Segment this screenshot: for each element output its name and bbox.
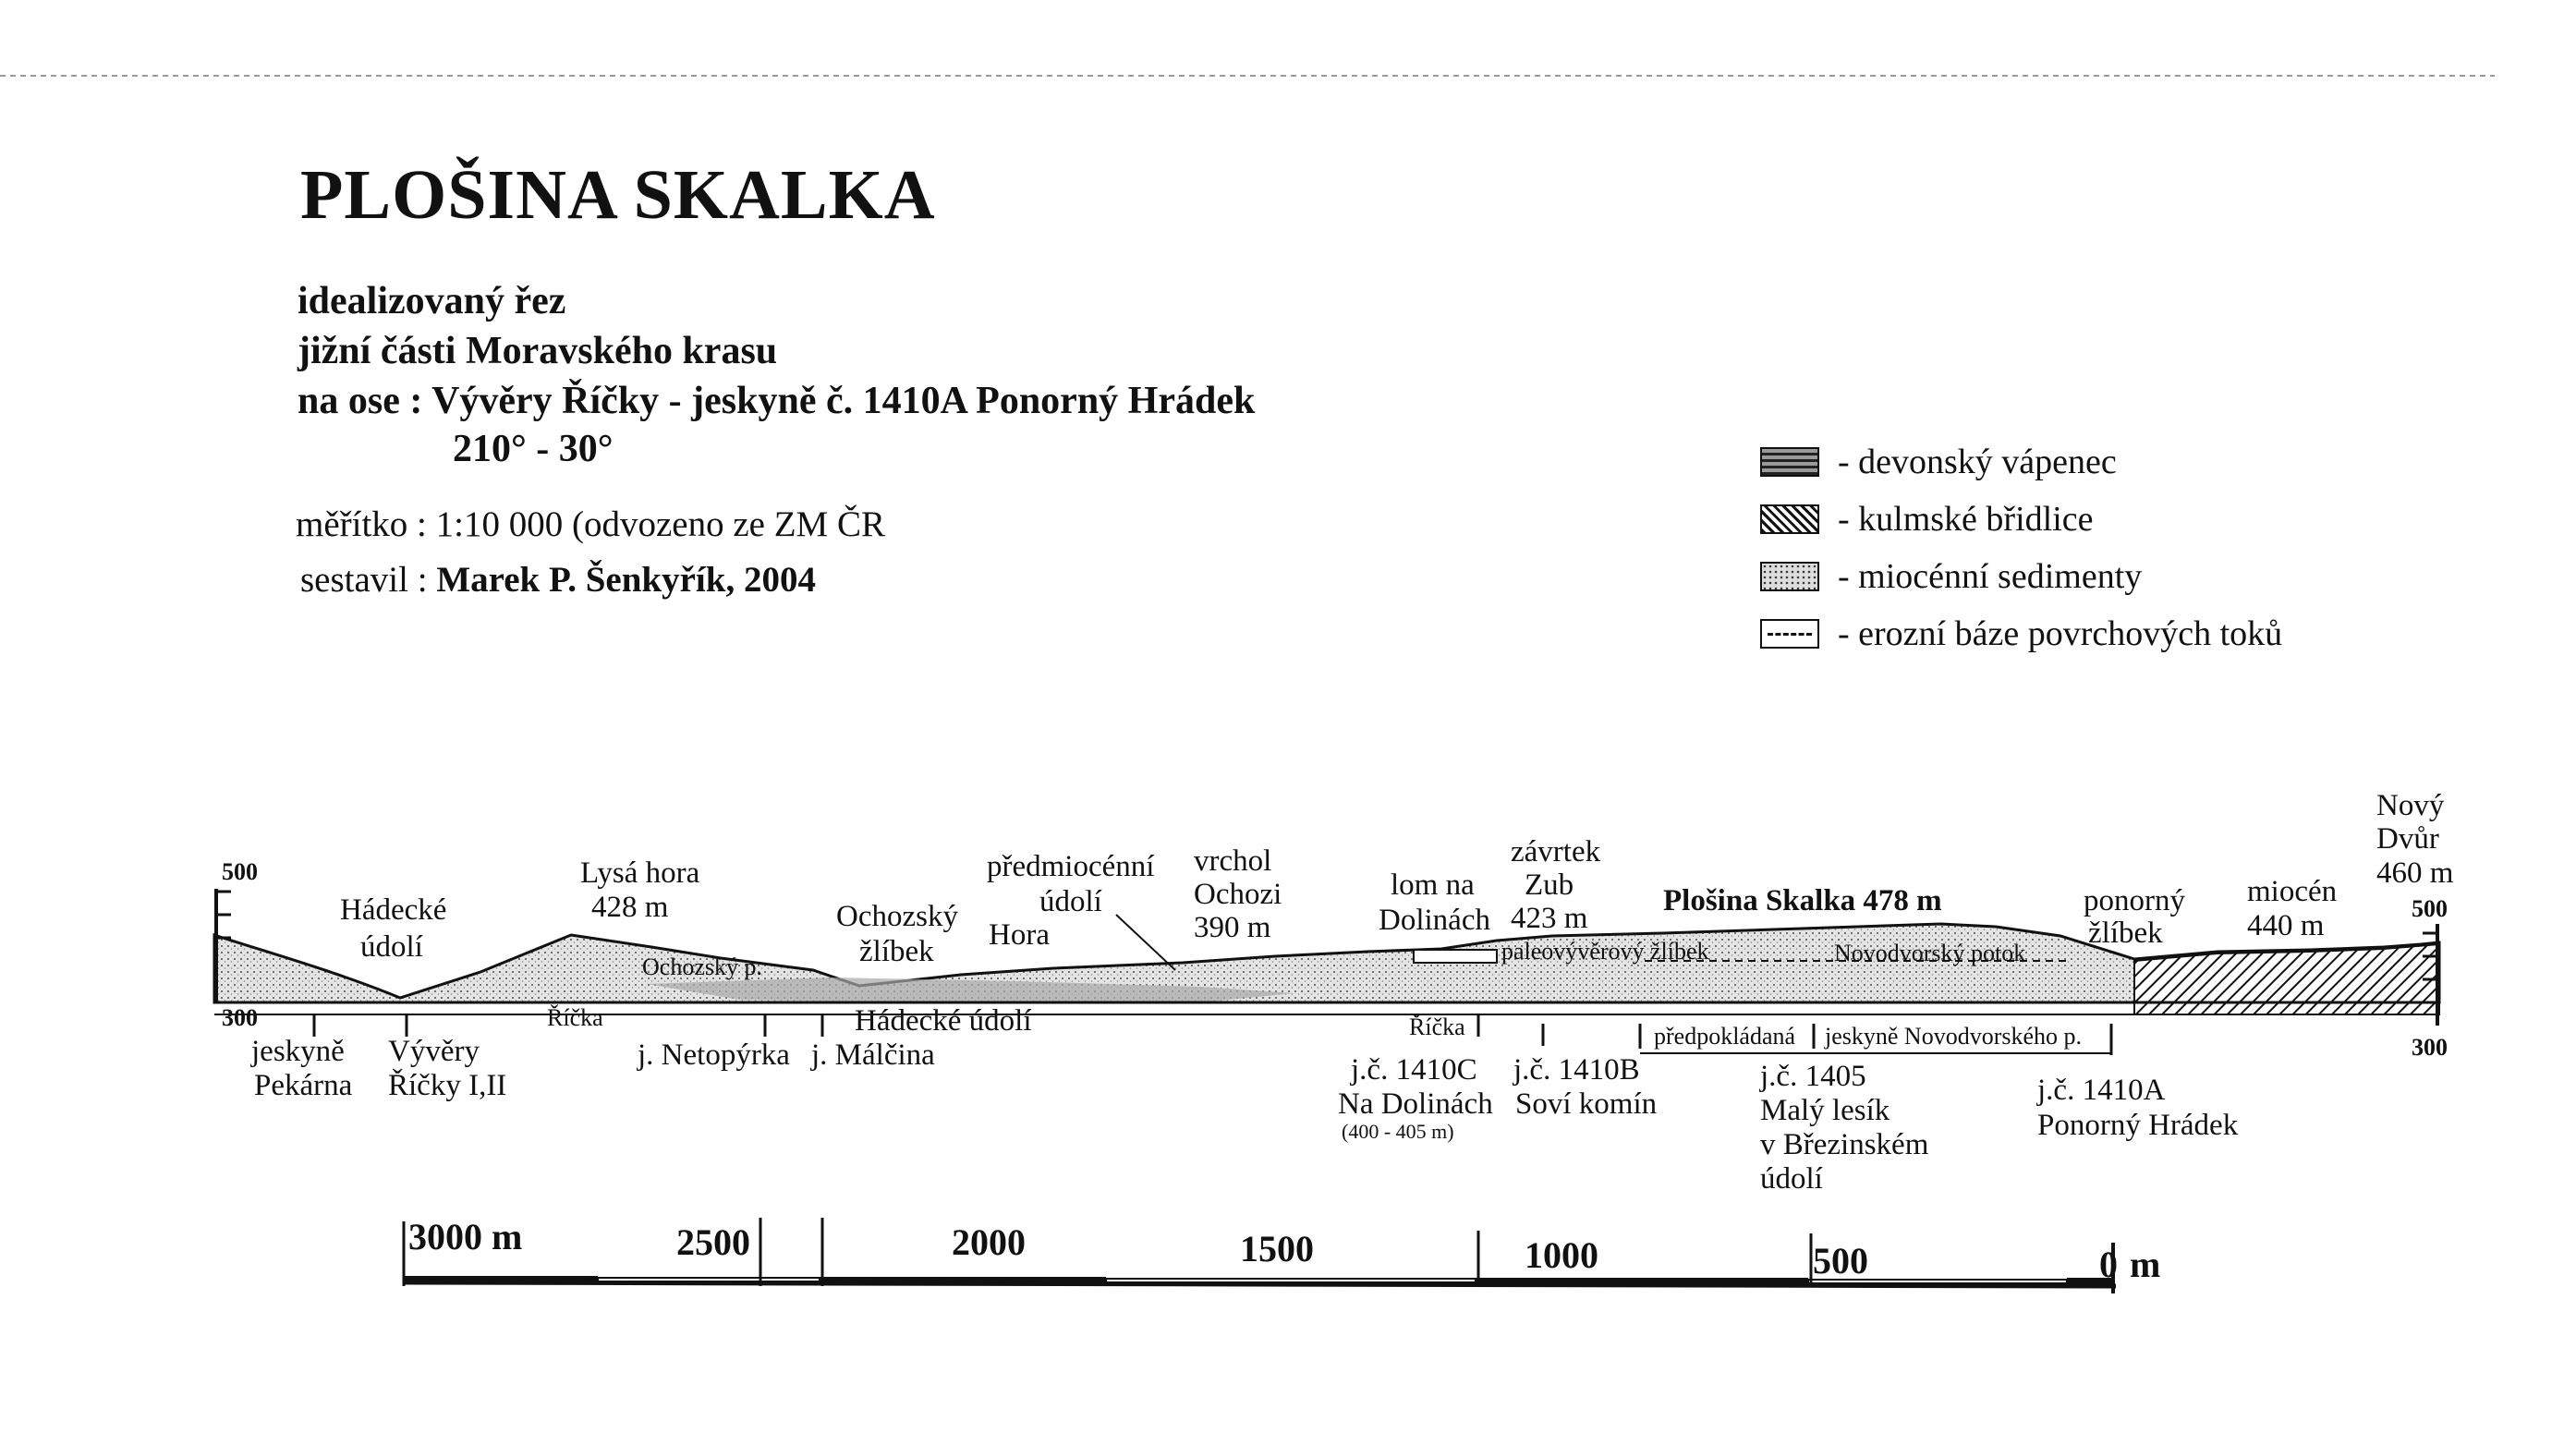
legend-label-vapenec: - devonský vápenec <box>1838 443 2117 481</box>
label-predmiocenni-1: předmiocénní <box>987 850 1155 883</box>
label-1405-1: j.č. 1405 <box>1760 1060 1866 1093</box>
label-1410b-1: j.č. 1410B <box>1513 1053 1640 1087</box>
label-ochozsky-zlibek-2: žlíbek <box>859 935 934 968</box>
label-ricka-2: Říčka <box>1409 1014 1465 1040</box>
label-1405-3: v Březinském <box>1760 1128 1929 1161</box>
label-vyvery-2: Říčky I,II <box>388 1069 507 1102</box>
label-vyvery-1: Vývěry <box>388 1035 480 1068</box>
label-1405-2: Malý lesík <box>1760 1094 1890 1127</box>
label-1410a-2: Ponorný Hrádek <box>2037 1109 2239 1142</box>
label-vrchol-1: vrchol <box>1194 844 1272 878</box>
label-1410c-1: j.č. 1410C <box>1351 1053 1477 1087</box>
subtitle-line-3: na ose : Vývěry Říčky - jeskyně č. 1410A Ponorný Hrádek <box>298 380 1256 422</box>
scale-note: měřítko : 1:10 000 (odvozeno ze ZM ČR <box>296 504 885 544</box>
label-lysa-hora-1: Lysá hora <box>580 856 700 890</box>
label-zavrtek-1: závrtek <box>1511 835 1601 868</box>
left-500-label: 500 <box>222 858 258 885</box>
label-hora: Hora <box>989 918 1050 952</box>
label-hadecke-udoli-2: údolí <box>360 930 423 964</box>
label-novodvorsky-potok: Novodvorský potok <box>1834 940 2026 966</box>
label-lysa-hora-2: 428 m <box>591 891 669 924</box>
label-lom-1: lom na <box>1391 868 1475 902</box>
label-vrchol-3: 390 m <box>1194 911 1271 944</box>
label-1410c-alt: (400 - 405 m) <box>1342 1120 1454 1143</box>
label-zavrtek-2: Zub <box>1525 868 1574 902</box>
label-1410c-2: Na Dolinách <box>1338 1087 1493 1121</box>
quarry-lom <box>1414 950 1497 963</box>
label-malcina: j. Málčina <box>811 1038 935 1072</box>
label-miocen-1: miocén <box>2247 875 2338 908</box>
author-label: sestavil : <box>300 560 428 600</box>
scalebar-label-0: 0 <box>2099 1244 2118 1285</box>
scalebar-label-1000: 1000 <box>1525 1234 1598 1276</box>
subtitle-line-4: 210° - 30° <box>453 428 614 470</box>
scalebar-seg <box>598 1278 820 1281</box>
label-1405-4: údolí <box>1760 1162 1823 1196</box>
author-name: Marek P. Šenkyřík, 2004 <box>436 560 816 600</box>
label-zavrtek-3: 423 m <box>1511 902 1588 935</box>
legend-label-eroze: - erozní báze povrchových toků <box>1838 614 2283 653</box>
scalebar-label-3000: 3000 m <box>408 1216 523 1257</box>
scalebar-label-unit: m <box>2130 1244 2161 1285</box>
scalebar-seg <box>1476 1278 1808 1285</box>
label-predmiocenni-2: údolí <box>1039 885 1102 918</box>
label-lom-2: Dolinách <box>1379 904 1490 937</box>
legend-label-bridlice: - kulmské břidlice <box>1838 500 2094 539</box>
label-vrchol-2: Ochozi <box>1194 878 1282 911</box>
label-predpokladana: předpokládaná <box>1654 1023 1796 1050</box>
scalebar-label-2500: 2500 <box>676 1221 750 1263</box>
label-ponorny-zlibek-1: ponorný <box>2084 884 2185 917</box>
label-novy-dvur-2: Dvůr <box>2376 822 2439 856</box>
page-title: PLOŠINA SKALKA <box>300 156 936 234</box>
label-jeskyne-novodvorskeho: jeskyně Novodvorského p. <box>1825 1023 2083 1050</box>
left-300-label: 300 <box>222 1004 258 1031</box>
label-ricka-1: Říčka <box>547 1004 603 1031</box>
scalebar-label-2000: 2000 <box>952 1221 1026 1263</box>
scalebar-label-1500: 1500 <box>1240 1228 1314 1269</box>
label-1410b-2: Soví komín <box>1515 1087 1658 1121</box>
label-plosina-skalka: Plošina Skalka 478 m <box>1663 884 1942 917</box>
label-ponorny-zlibek-2: žlíbek <box>2088 917 2163 950</box>
right-500-label: 500 <box>2412 895 2448 922</box>
label-ochozsky-zlibek-1: Ochozský <box>836 900 958 933</box>
predmiocenni-pointer <box>1116 915 1175 970</box>
scalebar-seg <box>1106 1279 1476 1282</box>
scalebar-label-500: 500 <box>1813 1240 1868 1281</box>
scalebar-seg <box>820 1277 1106 1284</box>
label-1410a-1: j.č. 1410A <box>2037 1074 2166 1107</box>
label-hadecke-udoli-below: Hádecké údolí <box>855 1004 1032 1038</box>
label-pekarna-2: Pekárna <box>254 1069 353 1102</box>
label-miocen-2: 440 m <box>2247 909 2325 942</box>
label-novy-dvur-3: 460 m <box>2376 856 2454 890</box>
legend-label-miocen: - miocénní sedimenty <box>1838 557 2143 596</box>
label-hadecke-udoli-1: Hádecké <box>340 893 447 927</box>
label-novy-dvur-1: Nový <box>2376 789 2445 822</box>
label-ochozsky-potok: Ochozský p. <box>642 953 762 980</box>
label-paleovyverovy: paleovývěrový žlíbek <box>1501 938 1709 965</box>
subtitle-line-1: idealizovaný řez <box>298 280 566 322</box>
label-netopyrka: j. Netopýrka <box>638 1038 790 1072</box>
label-pekarna-1: jeskyně <box>251 1035 345 1068</box>
scalebar-seg <box>404 1276 598 1283</box>
right-300-label: 300 <box>2412 1034 2448 1061</box>
subtitle-line-2: jižní části Moravského krasu <box>298 330 778 372</box>
